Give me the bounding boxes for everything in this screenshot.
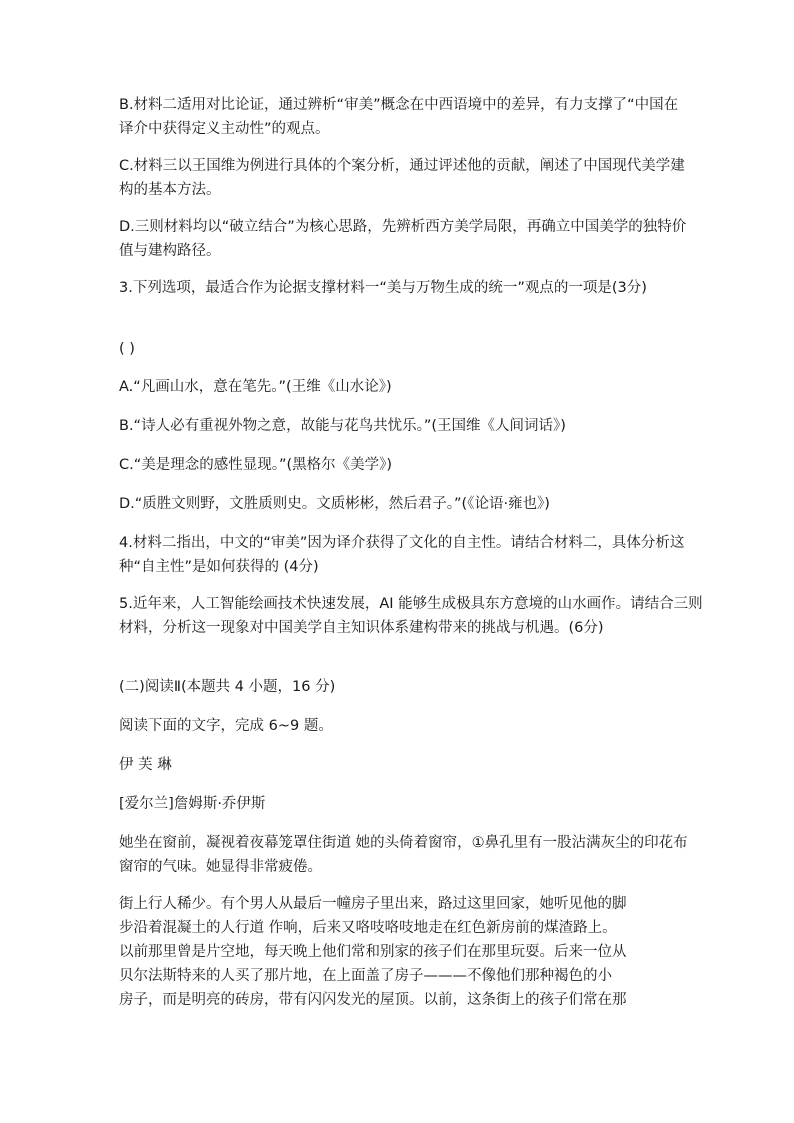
story-paragraph-2 [119, 892, 689, 1012]
story-paragraph-2-line: 以前那里曾是片空地，每天晚上他们常和别家的孩子们在那里玩耍。后来一位从 [119, 944, 627, 960]
question-3-option-a: A.“凡画山水，意在笔先。”(王维《山水论》) [119, 379, 392, 395]
question-3: 3.下列选项，最适合作为论据支撑材料一“美与万物生成的统一”观点的一项是(3分) [119, 280, 647, 296]
section-reading-2-heading: (二)阅读Ⅱ(本题共 4 小题，16 分) [119, 679, 336, 695]
story-paragraph-2-line: 步沿着混凝土的人行道 作响，后来又咯吱咯吱地走在红色新房前的煤渣路上。 [119, 920, 617, 936]
story-paragraph-2-line: 房子，而是明亮的砖房，带有闪闪发光的屋顶。以前，这条街上的孩子们常在那 [119, 992, 627, 1008]
question-3-option-b: B.“诗人必有重视外物之意，故能与花鸟共忧乐。”(王国维《人间词话》) [119, 418, 566, 434]
story-paragraph-1: 她坐在窗前，凝视着夜幕笼罩住街道 她的头倚着窗帘，①鼻孔里有一股沾满灰尘的印花布窗帘的气味。她显得非常疲倦。 [119, 835, 688, 875]
story-paragraph-2-line: 街上行人稀少。有个男人从最后一幢房子里出来，路过这里回家，她听见他的脚 [119, 896, 627, 912]
option-b-material-two: B.材料二适用对比论证，通过辨析“审美”概念在中西语境中的差异，有力支撑了“中国在译介中获得定义主动性”的观点。 [119, 97, 679, 137]
story-paragraph-2-line: 贝尔法斯特来的人买了那片地，在上面盖了房子———不像他们那种褐色的小 [119, 968, 612, 984]
question-3-option-d: D.“质胜文则野，文胜质则史。文质彬彬，然后君子。”(《论语·雍也》) [119, 496, 550, 512]
story-title: 伊 芙 琳 [119, 757, 172, 773]
story-author: [爱尔兰]詹姆斯·乔伊斯 [119, 796, 266, 812]
question-5: 5.近年来，人工智能绘画技术快速发展，AI 能够生成极具东方意境的山水画作。请结合三则材料，分析这一现象对中国美学自主知识体系建构带来的挑战与机遇。(6分) [119, 596, 703, 636]
question-3-blank: ( ) [119, 341, 135, 357]
reading-instruction: 阅读下面的文字，完成 6~9 题。 [119, 718, 333, 734]
question-3-option-c: C.“美是理念的感性显现。”(黑格尔《美学》) [119, 457, 393, 473]
question-4: 4.材料二指出，中文的“审美”因为译介获得了文化的自主性。请结合材料二，具体分析这种“自主性”是如何获得的 (4分) [119, 535, 685, 575]
option-d-all-materials: D.三则材料均以“破立结合”为核心思路，先辨析西方美学局限，再确立中国美学的独特价值与建构路径。 [119, 219, 687, 259]
option-c-material-three: C.材料三以王国维为例进行具体的个案分析，通过评述他的贡献，阐述了中国现代美学建构的基本方法。 [119, 158, 685, 198]
